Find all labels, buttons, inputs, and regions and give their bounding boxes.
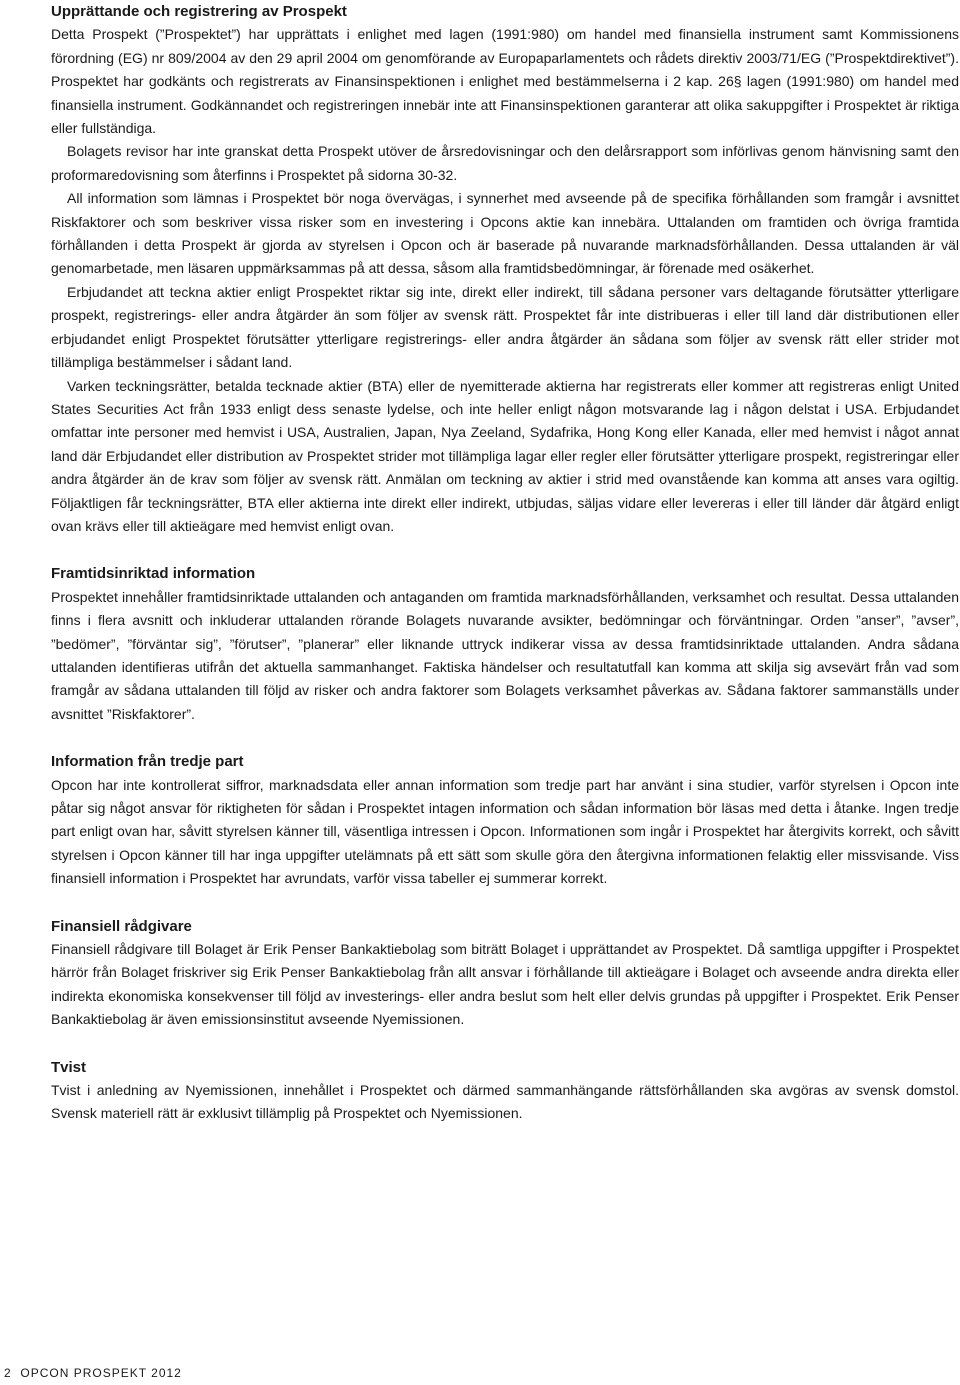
section-heading: Tvist — [51, 1058, 87, 1076]
paragraph: Tvist i anledning av Nyemissionen, innehållet i Prospektet och därmed sammanhängande rättsförhållanden ska avgöras av svensk domstol. Svensk materiell rätt är exklusivt tillämplig på Prospektet och Nyemissionen. — [51, 1082, 959, 1122]
section-tredje-part — [51, 750, 959, 890]
footer-title: OPCON PROSPEKT 2012 — [20, 1366, 182, 1380]
section-heading: Upprättande och registrering av Prospekt — [51, 3, 347, 20]
section-framtidsinriktad — [51, 562, 959, 726]
section-upprattande — [51, 0, 959, 538]
paragraph: Varken teckningsrätter, betalda tecknade aktier (BTA) eller de nyemitterade aktierna har registrerats eller kommer att registreras enligt United States Securities Act från 1933 enligt dess senaste lydelse, och inte heller enligt någon motsvarande lag i någon delstat i USA. Erbjudandet omfattar inte personer med hemvist i USA, Australien, Japan, Nya Zeeland, Sydafrika, Hong Kong eller Kanada, eller med hemvist i något annat land där Erbjudandet eller distribution av Prospektet strider mot tillämpliga lagar eller regler eller förutsätter ytterligare prospekt, registreringar eller andra åtgärder än de krav som följer av svensk rätt. Anmälan om teckning av aktier i strid med ovanstående kan komma att anses vara ogiltig. Följaktligen får teckningsrätter, BTA eller aktierna inte direkt eller indirekt, utbjudas, säljas vidare eller levereras i eller till länder där åtgärd enligt ovan krävs eller till aktieägare med hemvist enligt ovan. — [51, 377, 959, 534]
section-tvist — [51, 1056, 959, 1126]
paragraph: Bolagets revisor har inte granskat detta Prospekt utöver de årsredovisningar och den delårsrapport som införlivas genom hänvisning samt den proformaredovisning som återfinns i Prospektet på sidorna 30-32. — [51, 143, 959, 183]
paragraph: Erbjudandet att teckna aktier enligt Prospektet riktar sig inte, direkt eller indirekt, till sådana personer vars deltagande förutsätter ytterligare prospekt, registrerings- eller andra åtgärder än som följer av svensk rätt. Prospektet får inte distribueras i eller till land där distributionen eller erbjudandet enligt Prospektet förutsätter ytterligare registrerings- eller andra åtgärder än sådana som följer av svensk rätt eller strider mot tillämpliga bestämmelser i sådant land. — [51, 283, 959, 371]
section-heading: Framtidsinriktad information — [51, 565, 256, 583]
paragraph: Opcon har inte kontrollerat siffror, marknadsdata eller annan information som tredje part har använt i sina studier, varför styrelsen i Opcon inte påtar sig något ansvar för riktigheten för sådan i Prospektet intagen information och sådan information bör läsas med detta i åtanke. Ingen tredje part enligt ovan har, såvitt styrelsen känner till, väsentliga intressen i Opcon. Informationen som ingår i Prospektet har återgivits korrekt, och såvitt styrelsen i Opcon känner till har inga uppgifter utelämnats på ett sätt som skulle göra den återgivna informationen felaktig eller missvisande. Viss finansiell information i Prospektet har avrundats, varför vissa tabeller ej summerar korrekt. — [51, 776, 959, 887]
paragraph: Detta Prospekt (”Prospektet”) har upprättats i enlighet med lagen (1991:980) om handel med finansiella instrument samt Kommissionens förordning (EG) nr 809/2004 av den 29 april 2004 om genomförande av Europaparlamentets och rådets direktiv 2003/71/EG (”Prospektdirektivet”). Prospektet har godkänts och registrerats av Finansinspektionen i enlighet med bestämmelserna i 2 kap. 26§ lagen (1991:980) om handel med finansiella instrument. Godkännandet och registreringen innebär inte att Finansinspektionen garanterar att olika sakuppgifter i Prospektet är riktiga eller fullständiga. — [51, 26, 959, 137]
paragraph: Prospektet innehåller framtidsinriktade uttalanden och antaganden om framtida marknadsförhållanden, verksamhet och resultat. Dessa uttalanden finns i flera avsnitt och inkluderar uttalanden rörande Bolagets nuvarande avsikter, bedömningar och förväntningar. Orden ”anser”, ”avser”, ”bedömer”, ”förväntar sig”, ”förutser”, ”planerar” eller liknande uttryck indikerar vissa av dessa framtidsinriktade uttalanden. Andra sådana uttalanden identifieras utifrån det aktuella sammanhanget. Faktiska händelser och resultatutfall kan komma att skilja sig avsevärt från vad som framgår av sådana uttalanden till följd av risker och andra faktorer som Bolagets verksamhet påverkas av. Sådana faktorer sammanställs under avsnittet ”Riskfaktorer”. — [51, 588, 959, 722]
paragraph: All information som lämnas i Prospektet bör noga övervägas, i synnerhet med avseende på de specifika förhållanden som framgår i avsnittet Riskfaktorer och som beskriver vissa risker som en investering i Opcons aktie kan innebära. Uttalanden om framtiden och övriga framtida förhållanden i detta Prospekt är gjorda av styrelsen i Opcon och är baserade på nuvarande marknadsförhållanden. Dessa uttalanden är väl genomarbetade, men läsaren uppmärksammas på att dessa, såsom alla framtidsbedömningar, är förenade med osäkerhet. — [51, 190, 959, 277]
section-heading: Information från tredje part — [51, 753, 244, 771]
section-heading: Finansiell rådgivare — [51, 917, 192, 935]
section-finansiell-radgivare — [51, 915, 959, 1032]
paragraph: Finansiell rådgivare till Bolaget är Erik Penser Bankaktiebolag som biträtt Bolaget i upprättandet av Prospektet. Då samtliga uppgifter i Prospektet härrör från Bolaget friskriver sig Erik Penser Bankaktiebolag från allt ansvar i förhållande till aktieägare i Bolaget och avseende andra direkta eller indirekta ekonomiska konsekvenser till följd av investerings- eller andra beslut som helt eller delvis grundas på uppgifter i Prospektet. Erik Penser Bankaktiebolag är även emissionsinstitut avseende Nyemissionen. — [51, 941, 959, 1028]
document-page — [51, 0, 959, 1126]
page-number: 2 — [4, 1366, 12, 1380]
page-footer — [4, 1366, 182, 1380]
